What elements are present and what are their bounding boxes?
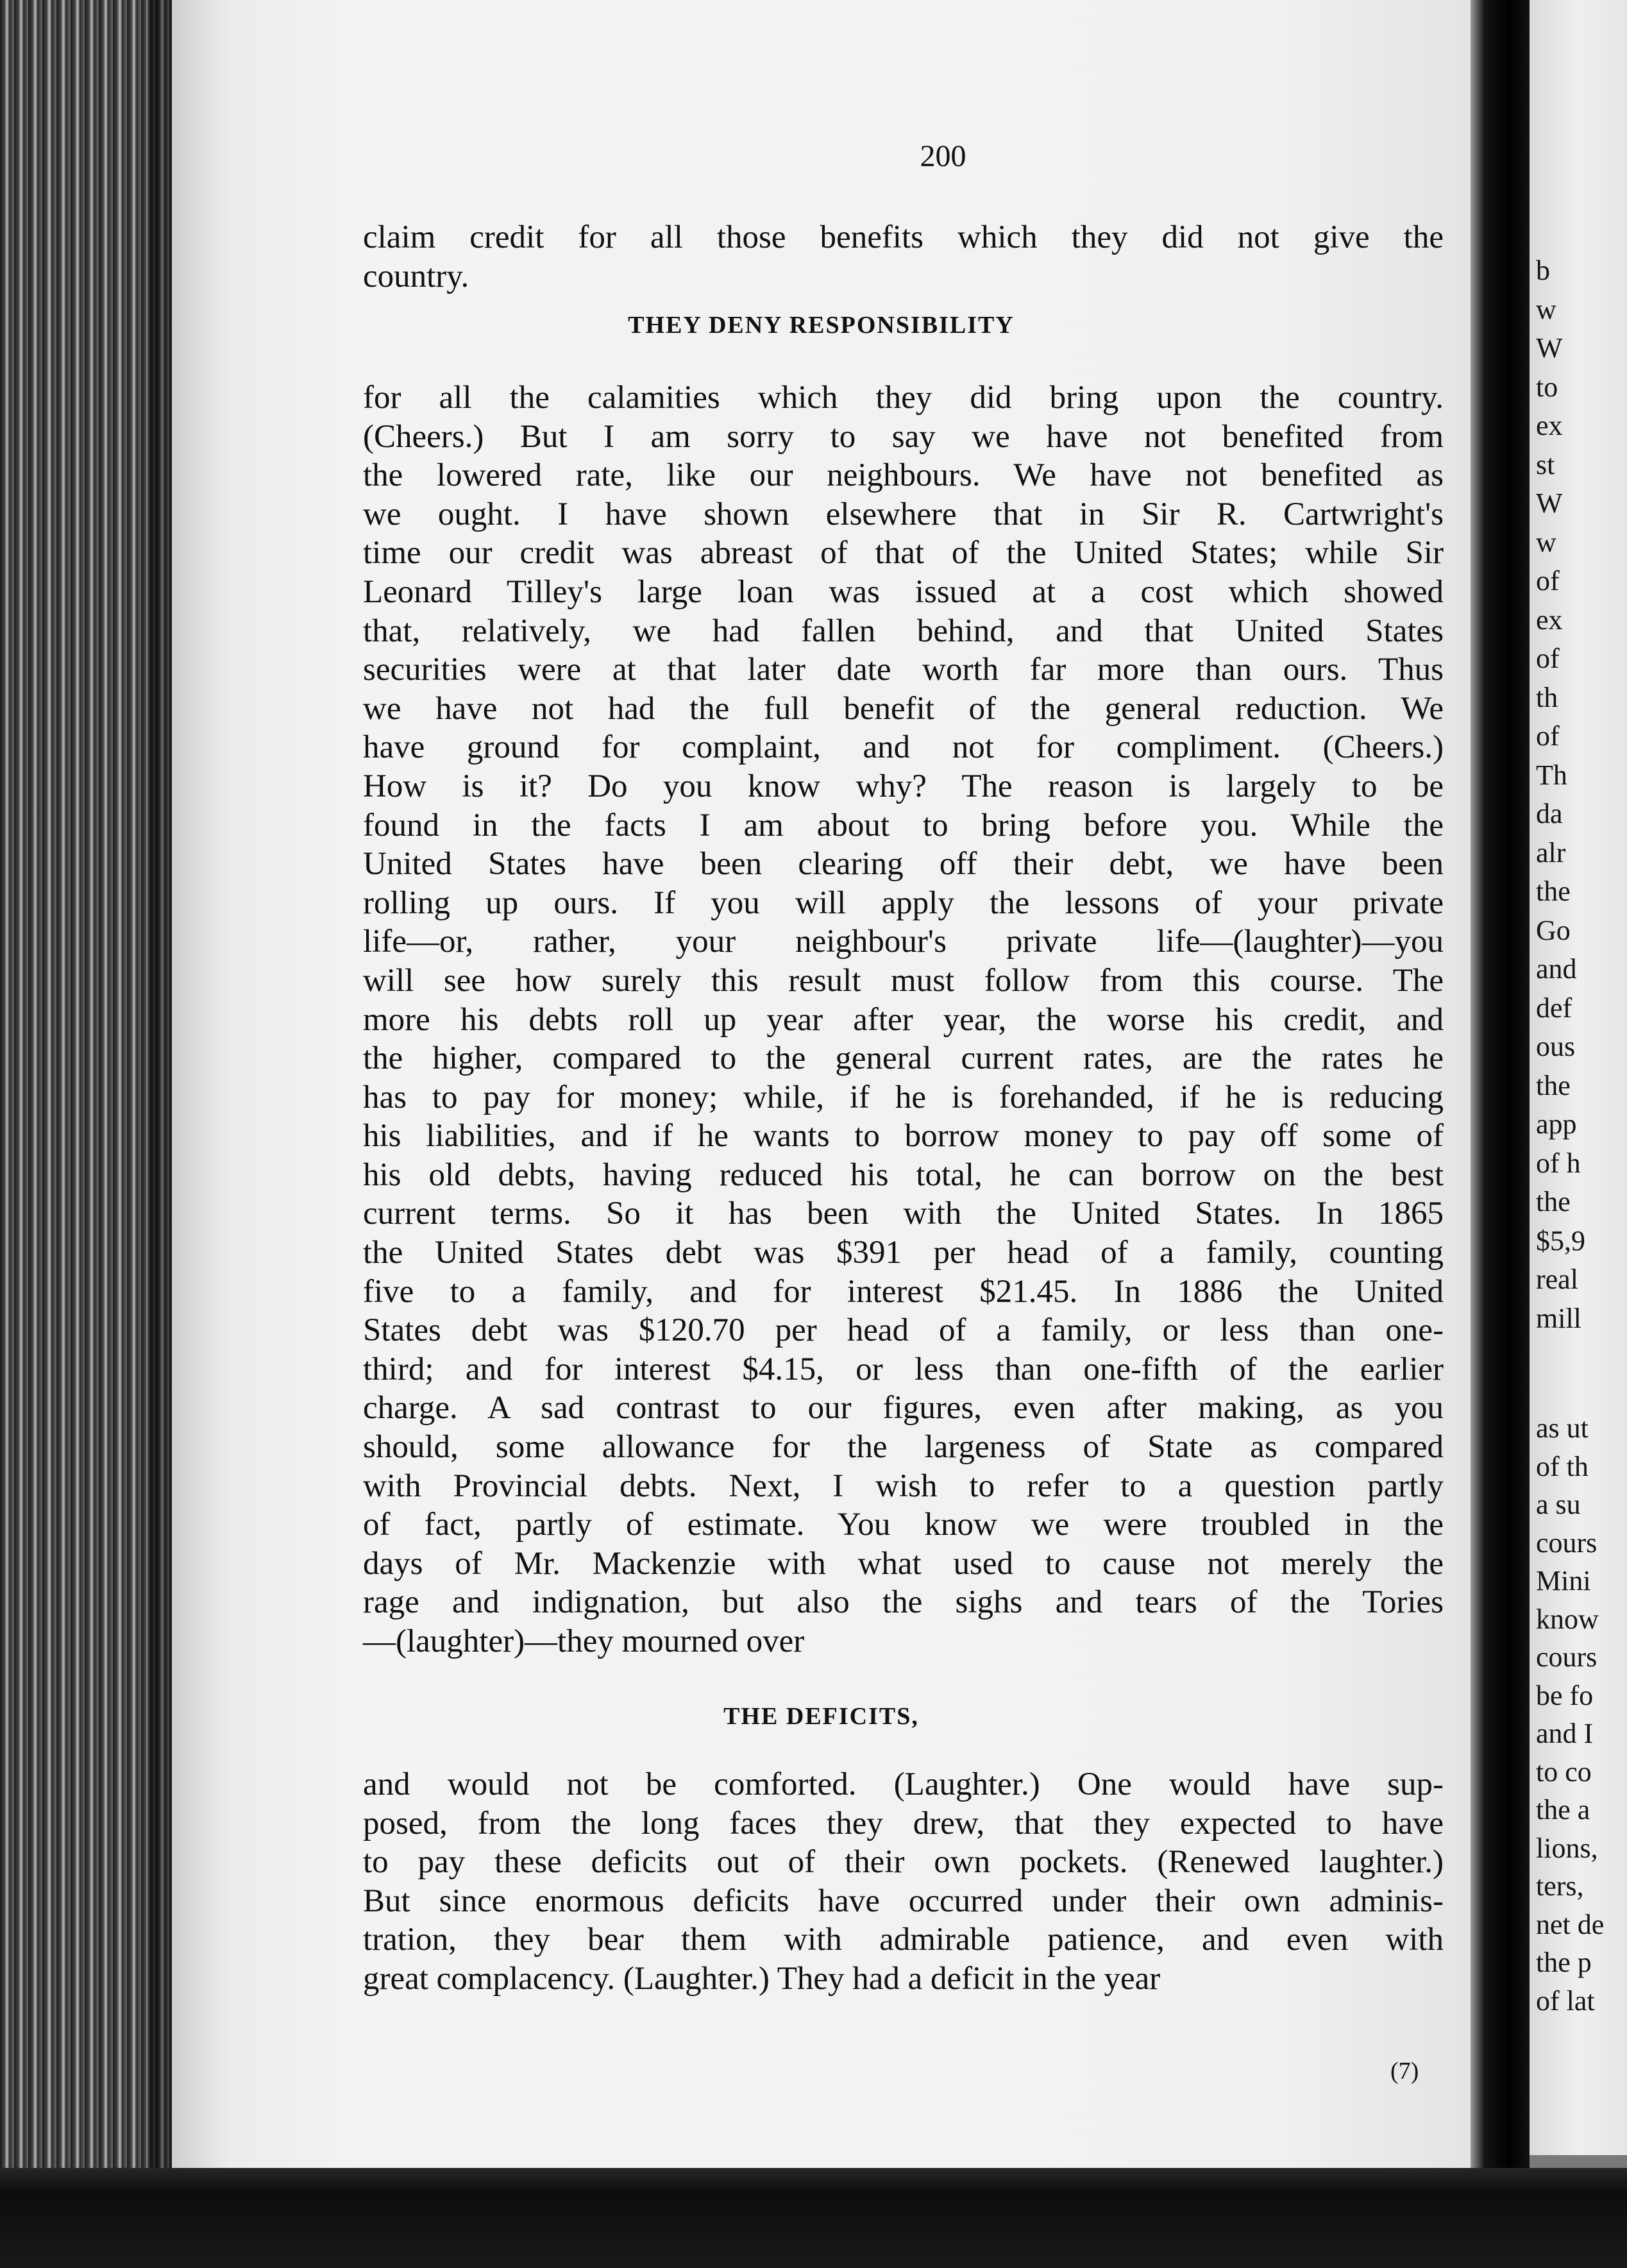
opening-paragraph [363,218,1444,296]
adjacent-page-fragment: be fo [1536,1679,1594,1711]
signature-mark: (7) [1390,2058,1419,2085]
text-line: But since enormous deficits have occurred under their own adminis- [363,1883,1444,1919]
text-line: and would not be comforted. (Laughter.) One would have sup- [363,1766,1444,1802]
text-line: days of Mr. Mackenzie with what used to cause not merely the [363,1545,1444,1582]
adjacent-page-fragment: as ut [1536,1412,1589,1444]
text-line: we ought. I have shown elsewhere that in Sir R. Cartwright's [363,496,1444,532]
text-line: to pay these deficits out of their own pockets. (Renewed laughter.) [363,1844,1444,1881]
adjacent-page-fragment: Th [1536,759,1567,791]
adjacent-page-fragment: of [1536,565,1560,597]
text-line: —(laughter)—they mourned over [363,1623,805,1659]
adjacent-page-fragment: the [1536,1069,1571,1101]
book-page [172,0,1471,2168]
text-line: that, relatively, we had fallen behind, and that United States [363,613,1444,649]
text-line: will see how surely this result must follow from this course. The [363,962,1444,999]
text-line: posed, from the long faces they drew, that they expected to have [363,1805,1444,1841]
adjacent-page-fragment: ters, [1536,1870,1584,1902]
adjacent-page-fragment: w [1536,526,1556,558]
text-line: United States have been clearing off their debt, we have been [363,846,1444,883]
adjacent-page-fragment: lions, [1536,1832,1598,1864]
text-line: the higher, compared to the general current rates, are the rates he [363,1040,1444,1077]
text-line: we have not had the full benefit of the general reduction. We [363,690,1444,727]
adjacent-page-fragment: $5,9 [1536,1224,1585,1257]
text-line: rolling up ours. If you will apply the lessons of your private [363,884,1444,921]
body-paragraph-responsibility [363,378,1444,1661]
adjacent-page-fragment: mill [1536,1302,1581,1334]
adjacent-page-fragment: and [1536,953,1577,985]
text-line: found in the facts I am about to bring before you. While the [363,807,1444,843]
text-line: claim credit for all those benefits which they did not give the [363,219,1444,255]
adjacent-page-fragment: know [1536,1603,1599,1635]
adjacent-page-fragment: and I [1536,1718,1594,1749]
adjacent-page-fragment: of [1536,643,1560,674]
adjacent-page-fragment: the [1536,1186,1571,1217]
adjacent-page-fragment: to [1536,371,1558,403]
adjacent-page-edge [1530,0,1627,2155]
text-line: third; and for interest $4.15, or less than one-fifth of the earlier [363,1351,1444,1387]
text-line: have ground for complaint, and not for compliment. (Cheers.) [363,729,1444,766]
adjacent-page-fragment: W [1536,487,1563,519]
text-line: his old debts, having reduced his total, he can borrow on the best [363,1156,1444,1193]
scanner-bottom-band [0,2168,1627,2268]
adjacent-page-fragment: W [1536,332,1563,364]
adjacent-page-fragment: cours [1536,1527,1597,1559]
adjacent-page-fragment: the [1536,876,1571,907]
text-line: more his debts roll up year after year, the worse his credit, and [363,1001,1444,1038]
adjacent-page-fragment: of lat [1536,1985,1595,2017]
text-line: country. [363,258,469,294]
section-heading-responsibility: THEY DENY RESPONSIBILITY [628,312,1015,339]
text-line: of fact, partly of estimate. You know we were troubled in the [363,1507,1444,1543]
body-paragraph-deficits [363,1765,1444,1999]
adjacent-page-fragment: to co [1536,1756,1592,1788]
adjacent-page-fragment: cours [1536,1641,1597,1673]
text-line: has to pay for money; while, if he is forehanded, if he is reducing [363,1079,1444,1115]
text-line: with Provincial debts. Next, I wish to refer to a question partly [363,1468,1444,1504]
text-line: his liabilities, and if he wants to borrow money to pay off some of [363,1118,1444,1155]
text-line: States debt was $120.70 per head of a family, or less than one- [363,1312,1444,1349]
adjacent-page-fragment: w [1536,293,1556,325]
adjacent-page-fragment: alr [1536,836,1566,868]
adjacent-page-fragment: net de [1536,1908,1605,1940]
adjacent-page-fragment: the p [1536,1947,1592,1978]
adjacent-page-fragment: of h [1536,1147,1581,1179]
adjacent-page-fragment: th [1536,681,1558,713]
adjacent-page-fragment: ex [1536,604,1563,636]
page-number: 200 [920,139,966,173]
section-heading-deficits: THE DEFICITS, [723,1703,919,1730]
adjacent-page-fragment: def [1536,992,1572,1024]
adjacent-page-fragment: da [1536,798,1563,829]
text-line: How is it? Do you know why? The reason is largely to be [363,768,1444,804]
adjacent-page-fragment: ous [1536,1031,1576,1062]
page-gutter [1471,0,1530,2181]
adjacent-page-fragment: real [1536,1264,1578,1295]
text-line: tration, they bear them with admirable patience, and even with [363,1922,1444,1958]
adjacent-page-fragment: Go [1536,914,1571,946]
adjacent-page-fragment: app [1536,1108,1577,1140]
text-line: for all the calamities which they did bring upon the country. [363,380,1444,416]
text-line: life—or, rather, your neighbour's private life—(laughter)—you [363,924,1444,960]
adjacent-page-fragment: of [1536,720,1560,752]
text-line: should, some allowance for the largeness of State as compared [363,1429,1444,1466]
adjacent-page-fragment: st [1536,448,1555,480]
adjacent-page-fragment: ex [1536,410,1563,441]
text-line: great complacency. (Laughter.) They had a deficit in the year [363,1960,1161,1997]
text-line: (Cheers.) But I am sorry to say we have not benefited from [363,418,1444,455]
text-line: charge. A sad contrast to our figures, even after making, as you [363,1390,1444,1426]
text-line: the United States debt was $391 per head of a family, counting [363,1235,1444,1271]
adjacent-page-fragment: Mini [1536,1565,1591,1596]
adjacent-page-fragment: a su [1536,1489,1581,1520]
text-line: current terms. So it has been with the United States. In 1865 [363,1196,1444,1232]
adjacent-page-fragment: of th [1536,1450,1589,1482]
text-line: securities were at that later date worth far more than ours. Thus [363,652,1444,688]
adjacent-page-fragment: the a [1536,1794,1590,1825]
text-line: Leonard Tilley's large loan was issued at a cost which showed [363,573,1444,610]
text-line: time our credit was abreast of that of the United States; while Sir [363,535,1444,571]
text-line: rage and indignation, but also the sighs and tears of the Tories [363,1584,1444,1621]
text-line: five to a family, and for interest $21.45. In 1886 the United [363,1273,1444,1310]
adjacent-page-fragment: b [1536,255,1550,286]
text-line: the lowered rate, like our neighbours. We have not benefited as [363,457,1444,494]
